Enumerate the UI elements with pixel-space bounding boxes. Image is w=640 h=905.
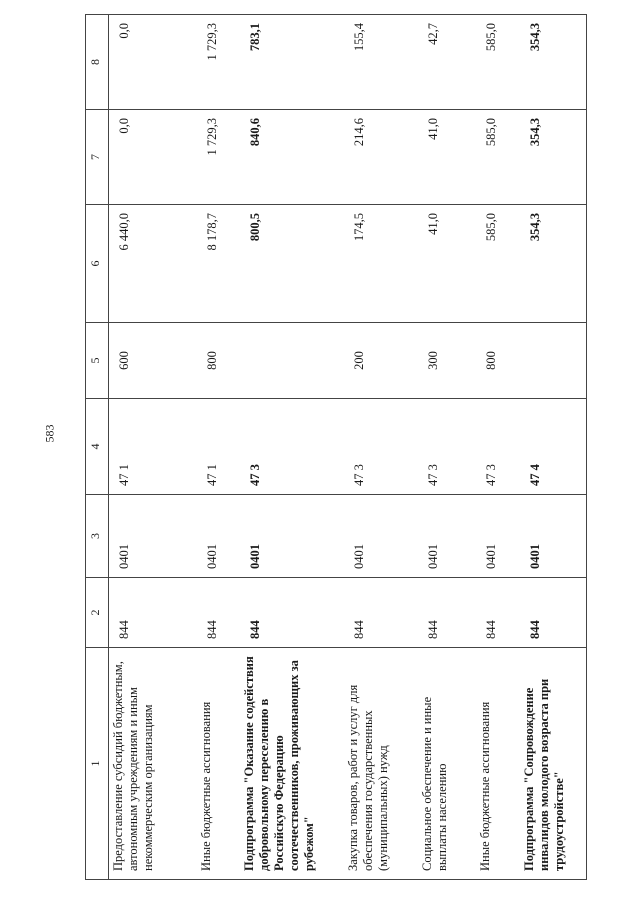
row-name: Иные бюджетные ассигнования xyxy=(476,648,520,880)
cell-program-code: 47 3 xyxy=(240,399,344,495)
table-row-subprogram xyxy=(520,15,587,880)
table-body xyxy=(109,15,587,880)
column-header-3: 3 xyxy=(86,495,109,578)
cell-program-code: 47 3 xyxy=(476,399,520,495)
cell-expense-type: 600 xyxy=(109,323,198,399)
cell-amount-col6: 41,0 xyxy=(418,205,476,323)
cell-expense-type xyxy=(520,323,587,399)
cell-amount-col8: 1 729,3 xyxy=(197,15,240,110)
cell-section-code: 0401 xyxy=(197,495,240,578)
cell-ministry-code: 844 xyxy=(197,578,240,648)
header-row xyxy=(86,15,109,880)
column-header-8: 8 xyxy=(86,15,109,110)
row-name: Закупка товаров, работ и услуг для обеспечения государственных (муниципальных) нужд xyxy=(344,648,418,880)
cell-expense-type: 200 xyxy=(344,323,418,399)
cell-program-code: 47 3 xyxy=(418,399,476,495)
cell-amount-col7: 214,6 xyxy=(344,110,418,205)
cell-amount-col6: 800,5 xyxy=(240,205,344,323)
cell-amount-col8: 783,1 xyxy=(240,15,344,110)
table-row xyxy=(418,15,476,880)
cell-amount-col6: 6 440,0 xyxy=(109,205,198,323)
cell-amount-col6: 354,3 xyxy=(520,205,587,323)
cell-amount-col8: 42,7 xyxy=(418,15,476,110)
column-header-5: 5 xyxy=(86,323,109,399)
cell-ministry-code: 844 xyxy=(476,578,520,648)
row-name: Подпрограмма "Оказание содействия добровольному переселению в Российскую Федерацию соотечественников, проживающих за рубежом" xyxy=(240,648,344,880)
cell-amount-col6: 8 178,7 xyxy=(197,205,240,323)
cell-amount-col6: 174,5 xyxy=(344,205,418,323)
cell-section-code: 0401 xyxy=(240,495,344,578)
column-header-4: 4 xyxy=(86,399,109,495)
row-name: Предоставление субсидий бюджетным, автономным учреждениям и иным некоммерческим организациям xyxy=(109,648,198,880)
rotated-page-content xyxy=(85,15,625,880)
cell-amount-col7: 840,6 xyxy=(240,110,344,205)
cell-amount-col7: 1 729,3 xyxy=(197,110,240,205)
column-header-6: 6 xyxy=(86,205,109,323)
cell-section-code: 0401 xyxy=(476,495,520,578)
cell-section-code: 0401 xyxy=(520,495,587,578)
table-row xyxy=(109,15,198,880)
cell-amount-col7: 0,0 xyxy=(109,110,198,205)
cell-program-code: 47 3 xyxy=(344,399,418,495)
cell-amount-col8: 585,0 xyxy=(476,15,520,110)
table-row-subprogram xyxy=(240,15,344,880)
column-header-7: 7 xyxy=(86,110,109,205)
cell-expense-type xyxy=(240,323,344,399)
cell-ministry-code: 844 xyxy=(240,578,344,648)
cell-section-code: 0401 xyxy=(344,495,418,578)
cell-expense-type: 800 xyxy=(476,323,520,399)
cell-program-code: 47 1 xyxy=(109,399,198,495)
cell-ministry-code: 844 xyxy=(109,578,198,648)
cell-ministry-code: 844 xyxy=(418,578,476,648)
cell-amount-col7: 354,3 xyxy=(520,110,587,205)
table-row xyxy=(476,15,520,880)
cell-amount-col6: 585,0 xyxy=(476,205,520,323)
cell-expense-type: 300 xyxy=(418,323,476,399)
column-header-2: 2 xyxy=(86,578,109,648)
row-name: Иные бюджетные ассигнования xyxy=(197,648,240,880)
table-row xyxy=(344,15,418,880)
cell-amount-col8: 354,3 xyxy=(520,15,587,110)
budget-table xyxy=(85,14,587,880)
cell-program-code: 47 1 xyxy=(197,399,240,495)
cell-section-code: 0401 xyxy=(418,495,476,578)
row-name: Подпрограмма "Сопровождение инвалидов молодого возраста при трудоустройстве" xyxy=(520,648,587,880)
cell-program-code: 47 4 xyxy=(520,399,587,495)
cell-ministry-code: 844 xyxy=(344,578,418,648)
column-header-1: 1 xyxy=(86,648,109,880)
page-number: 583 xyxy=(42,424,57,443)
table-row xyxy=(197,15,240,880)
cell-amount-col8: 155,4 xyxy=(344,15,418,110)
cell-expense-type: 800 xyxy=(197,323,240,399)
cell-section-code: 0401 xyxy=(109,495,198,578)
cell-amount-col7: 41,0 xyxy=(418,110,476,205)
cell-ministry-code: 844 xyxy=(520,578,587,648)
row-name: Социальное обеспечение и иные выплаты населению xyxy=(418,648,476,880)
cell-amount-col8: 0,0 xyxy=(109,15,198,110)
cell-amount-col7: 585,0 xyxy=(476,110,520,205)
